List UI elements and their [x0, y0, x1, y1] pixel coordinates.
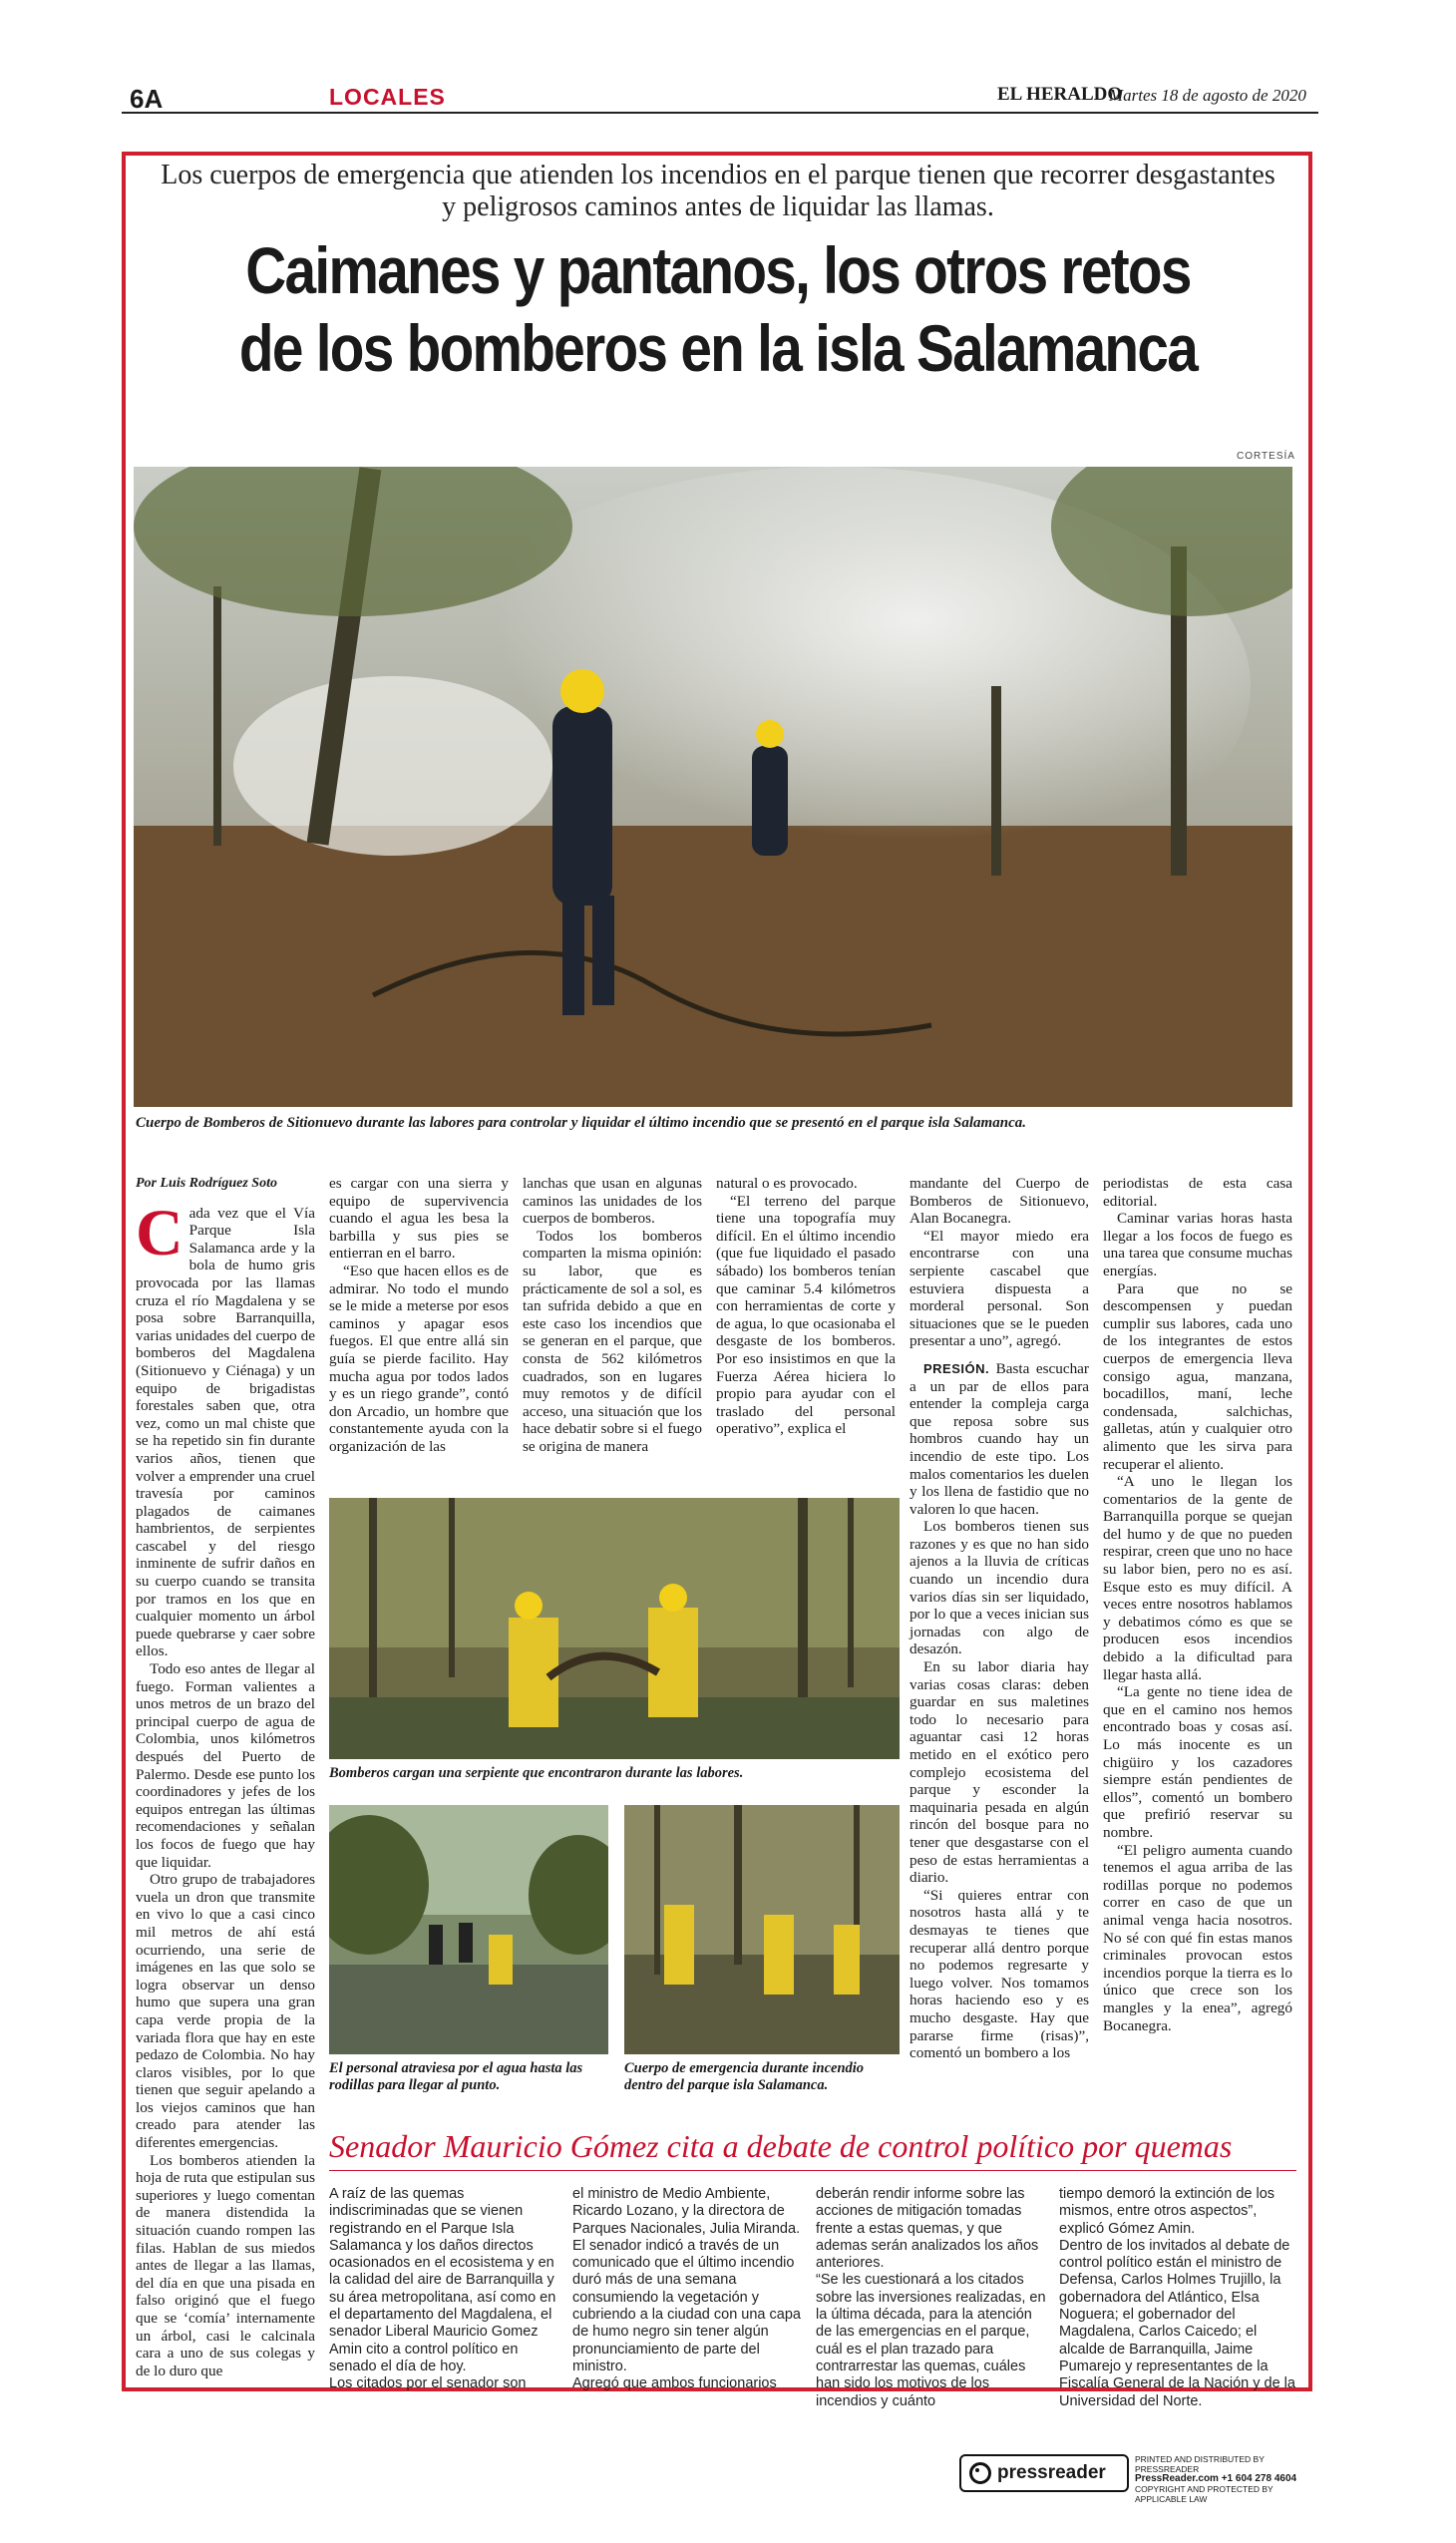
page-number: 6A: [130, 84, 164, 114]
sidebar-column-1: [329, 2186, 560, 2393]
paragraph-text: Basta escuchar a un par de ellos para entender la compleja carga que reposa sobre sus hombros cuando hay un incendio de este tipo. Los malos comentarios les duelen y los llena de fastidio que no valoren lo que hacen.: [910, 1359, 1089, 1518]
paragraph: Caminar varias horas hasta llegar a los focos de fuego es una tarea que consume muchas energías.: [1103, 1210, 1292, 1279]
paragraph: “Se les cuestionará a los citados sobre las inversiones realizadas, en la última década, para la atención de las emergencias en el parque, cuál es el plan trazado para contrarrestar las quemas, cuáles han sido los motivos de los incendios y cuánto: [816, 2272, 1046, 2409]
paragraph: “El mayor miedo era encontrarse con una serpiente cascabel que estuviera dispuesta a morderal personal. Son situaciones que se le pueden presentar a uno”, agregó.: [910, 1227, 1089, 1350]
paragraph: “A uno le llegan los comentarios de la gente de Barranquilla porque se quejan del humo y de que no pueden respirar, creen que uno no hace su labor bien, pero no es así. Esque esto es muy difícil. A veces entre nosotros hablamos y debatimos cómo es que se producen esos incendios debido a la dificultad para llegar hasta allá.: [1103, 1473, 1292, 1683]
footer-line: COPYRIGHT AND PROTECTED BY APPLICABLE LAW: [1135, 2484, 1274, 2504]
paragraph: Todos los bomberos comparten la misma opinión: su labor, que es prácticamente de sol a sol, es tan sufrida debido a que en este caso los incendios que se generan en el parque, que consta de 562 kilómetros cuadrados, son en lugares muy remotos y de difícil acceso, una situación que los hace debatir sobre si el fuego se origina de manera: [523, 1227, 702, 1455]
article-column-3: [523, 1175, 702, 1456]
sidebar-column-4: [1059, 2186, 1298, 2410]
sidebar-rule: [329, 2170, 1296, 2171]
paragraph: Los bomberos atienden la hoja de ruta que estipulan sus superiores y luego comentan de manera distendida la situación cuando rompen las filas. Hablan de sus miedos antes de llegar a las llamas, del día en que una pisada en falso originó que el fuego que se ‘comía’ internamente un árbol, casi le calcinala cara a uno de sus colegas y de lo duro que: [136, 2151, 315, 2379]
paragraph: Agregó que ambos funcionarios: [572, 2375, 777, 2392]
byline: Por Luis Rodríguez Soto: [136, 1176, 277, 1191]
paragraph: lanchas que usan en algunas caminos las unidades de los cuerpos de bomberos.: [523, 1175, 702, 1228]
water-crossing-photo: [329, 1805, 608, 2054]
newspaper-name: EL HERALDO: [997, 84, 1123, 105]
paragraph: periodistas de esta casa editorial.: [1103, 1175, 1292, 1210]
article-column-1: [136, 1175, 315, 2379]
fire-crew-photo: [624, 1805, 900, 2054]
paragraph: El senador indicó a través de un comunicado que el último incendio duró más de una semana consumiendo la vegetación y cubriendo a la ciudad con una capa de humo negro sin tener algún pronunciamiento de parte del ministro.: [572, 2237, 801, 2374]
paragraph: mandante del Cuerpo de Bomberos de Sitionuevo, Alan Bocanegra.: [910, 1175, 1089, 1228]
section-name: LOCALES: [329, 84, 446, 110]
paragraph: deberán rendir informe sobre las acciones de mitigación tomadas frente a estas quemas, y que ademas serán analizados los años anteriores.: [816, 2186, 1039, 2272]
water-photo-caption: El personal atraviesa por el agua hasta las rodillas para llegar al punto.: [329, 2060, 583, 2093]
article-column-4: [716, 1175, 896, 1438]
footer-line: PressReader.com +1 604 278 4604: [1135, 2473, 1297, 2484]
paragraph: natural o es provocado.: [716, 1175, 858, 1192]
fire-crew-photo-caption: Cuerpo de emergencia durante incendio dentro del parque isla Salamanca.: [624, 2060, 865, 2093]
paragraph: “El terreno del parque tiene una topografía muy difícil. En el último incendio (que fue liquidado el pasado sábado) los bomberos tenían que caminar 5.4 kilómetros con herramientas de corte y de agua, lo que ocasionaba el desgaste de los bomberos. Por eso insistimos en que la Fuerza Aérea hiciera lo propio para ayudar con el traslado del personal operativo”, explica el: [716, 1192, 896, 1438]
article-column-2: [329, 1175, 509, 1456]
paragraph: Los bomberos tienen sus razones y es que no han sido ajenos a la lluvia de críticas cuando un incendio dura varios días sin ser liquidado, por lo que a veces inician sus jornadas con algo de desazón.: [910, 1518, 1089, 1658]
snake-photo-caption: Bomberos cargan una serpiente que encontraron durante las labores.: [329, 1765, 744, 1781]
sidebar-headline: Senador Mauricio Gómez cita a debate de control político por quemas: [329, 2128, 1233, 2164]
paragraph: A raíz de las quemas indiscriminadas que se vienen registrando en el Parque Isla Salamanca y los daños directos ocasionados en el ecosistema y en la calidad del aire de Barranquilla y su área metropolitana, así como en el departamento del Magdalena, el senador Liberal Mauricio Gomez Amin cito a control político en senado el día de hoy.: [329, 2186, 556, 2374]
article-column-5: [910, 1175, 1089, 2062]
paragraph: Dentro de los invitados al debate de control político están el ministro de Defensa, Carlos Holmes Trujillo, la gobernadora del Atlántico, Elsa Noguera; el gobernador del Magdalena, Carlos Caicedo; el alcalde de Barranquilla, Jaime Pumarejo y representantes de la Fiscalía General de la Nación y de la Universidad del Norte.: [1059, 2237, 1295, 2409]
paragraph: [910, 1360, 1089, 1518]
sidebar-column-3: [816, 2186, 1047, 2410]
paragraph: Los citados por el senador son: [329, 2375, 527, 2392]
paragraph: tiempo demoró la extinción de los mismos, entre otros aspectos”, explicó Gómez Amin.: [1059, 2186, 1275, 2237]
sidebar-column-2: [572, 2186, 804, 2393]
article-deck: Los cuerpos de emergencia que atienden los incendios en el parque tienen que recorrer desgastantes y peligrosos caminos antes de liquidar las llamas.: [161, 160, 1275, 222]
main-photo: [134, 467, 1292, 1107]
paragraph: ada vez que el Vía Parque Isla Salamanca arde y la bola de humo gris provocada por las llamas cruza el río Magdalena y se posa sobre Barranquilla, varias unidades del cuerpo de bomberos del Magdalena (Sitionuevo y Ciénaga) y un equipo de brigadistas forestales saben que, otra vez, como un mal chiste que se ha repetido sin fin durante varios años, tienen que volver a emprender una cruel travesía por caminos plagados de caimanes hambrientos, de serpientes cascabel y del riesgo inminente de sufrir daños en su cuerpo cuando se transita por tramos en los que en cualquier momento un árbol puede quebrarse y caer sobre ellos.: [136, 1204, 315, 1660]
paragraph: En su labor diaria hay varias cosas claras: deben guardar en sus maletines todo lo necesario para aguantar casi 12 horas metido en el exótico pero complejo ecosistema del parque y esconder la maquinaria pesada en algún rincón del bosque para no tener que desgastarse con el peso de estas herramientas a diario.: [910, 1658, 1089, 1887]
photo-credit: CORTESÍA: [1237, 451, 1295, 462]
paragraph: “La gente no tiene idea de que en el camino nos hemos encontrado boas y cosas así. Lo más inocente es un chigüiro y los cazadores siempre están pendientes de ellos”, comentó un bombero que prefirió reservar su nombre.: [1103, 1683, 1292, 1841]
drop-cap: C: [136, 1196, 183, 1270]
snake-photo: [329, 1498, 900, 1759]
paragraph: es cargar con una sierra y equipo de supervivencia cuando el agua les besa la barbilla y sus pies se entierran en el barro.: [329, 1175, 509, 1263]
article-headline: Caimanes y pantanos, los otros retos de los bomberos en la isla Salamanca: [238, 233, 1198, 385]
paragraph: Para que no se descompensen y puedan cumplir sus labores, cada uno de los integrantes de estos cuerpos de emergencia lleva consigo agua, manzana, bocadillos, maní, leche condensada, salchichas, galletas, atún y cualquier otro alimento que les sirva para recuperar el aliento.: [1103, 1279, 1292, 1473]
article-column-6: [1103, 1175, 1292, 2034]
footer-line: PRINTED AND DISTRIBUTED BY PRESSREADER: [1135, 2454, 1265, 2474]
main-photo-caption: Cuerpo de Bomberos de Sitionuevo durante las labores para controlar y liquidar el último incendio que se presentó en el parque isla Salamanca.: [136, 1115, 1026, 1131]
subhead-lead: PRESIÓN.: [923, 1360, 990, 1376]
pressreader-logo-text: pressreader: [997, 2462, 1106, 2483]
pressreader-icon: [969, 2462, 991, 2484]
paragraph: Otro grupo de trabajadores vuela un dron que transmite en vivo lo que a casi cinco mil metros de ahí está ocurriendo, una serie de imágenes en las que solo se logra observar un denso humo que supera una gran capa verde propia de la variada flora que hay en este pedazo de Colombia. No hay claros visibles, por lo que tienen que seguir apelando a los viejos caminos que han creado para atender las diferentes emergencias.: [136, 1871, 315, 2152]
paragraph: “El peligro aumenta cuando tenemos el agua arriba de las rodillas porque no podemos correr en caso de que un animal venga hacia nosotros. No sé con qué fin estas manos criminales provocan estos incendios porque la tierra es lo único que crece son los mangles y la enea”, agregó Bocanegra.: [1103, 1841, 1292, 2034]
footer-info: [1135, 2454, 1316, 2504]
paragraph: “Si quieres entrar con nosotros hasta allá y te desmayas te tienes que recuperar allá dentro porque no podemos regresarte y luego volver. Nos tomamos horas haciendo eso y es mucho desgaste. Hay que pararse firme (risas)”, comentó un bombero a los: [910, 1886, 1089, 2062]
paragraph: Todo eso antes de llegar al fuego. Forman valientes a unos metros de un brazo del principal cuerpo de agua de Colombia, unos kilómetros después del Puerto de Palermo. Desde ese punto los coordinadores y jefes de los equipos entregan las últimas recomendaciones y señalan los focos de fuego que hay que liquidar.: [136, 1660, 315, 1871]
paragraph: el ministro de Medio Ambiente, Ricardo Lozano, y la directora de Parques Nacionales, Julia Miranda.: [572, 2186, 801, 2237]
paragraph: “Eso que hacen ellos es de admirar. No todo el mundo se le mide a meterse por esos caminos y apagar esos fuegos. El que entre allá sin guía se pierde facilito. Hay mucha agua por todos lados y es un riego grande”, contó don Arcadio, un hombre que constantemente ayuda con la organización de las: [329, 1262, 509, 1455]
header-rule: [122, 112, 1318, 114]
issue-date: Martes 18 de agosto de 2020: [1109, 86, 1306, 105]
pressreader-logo[interactable]: [959, 2454, 1129, 2492]
